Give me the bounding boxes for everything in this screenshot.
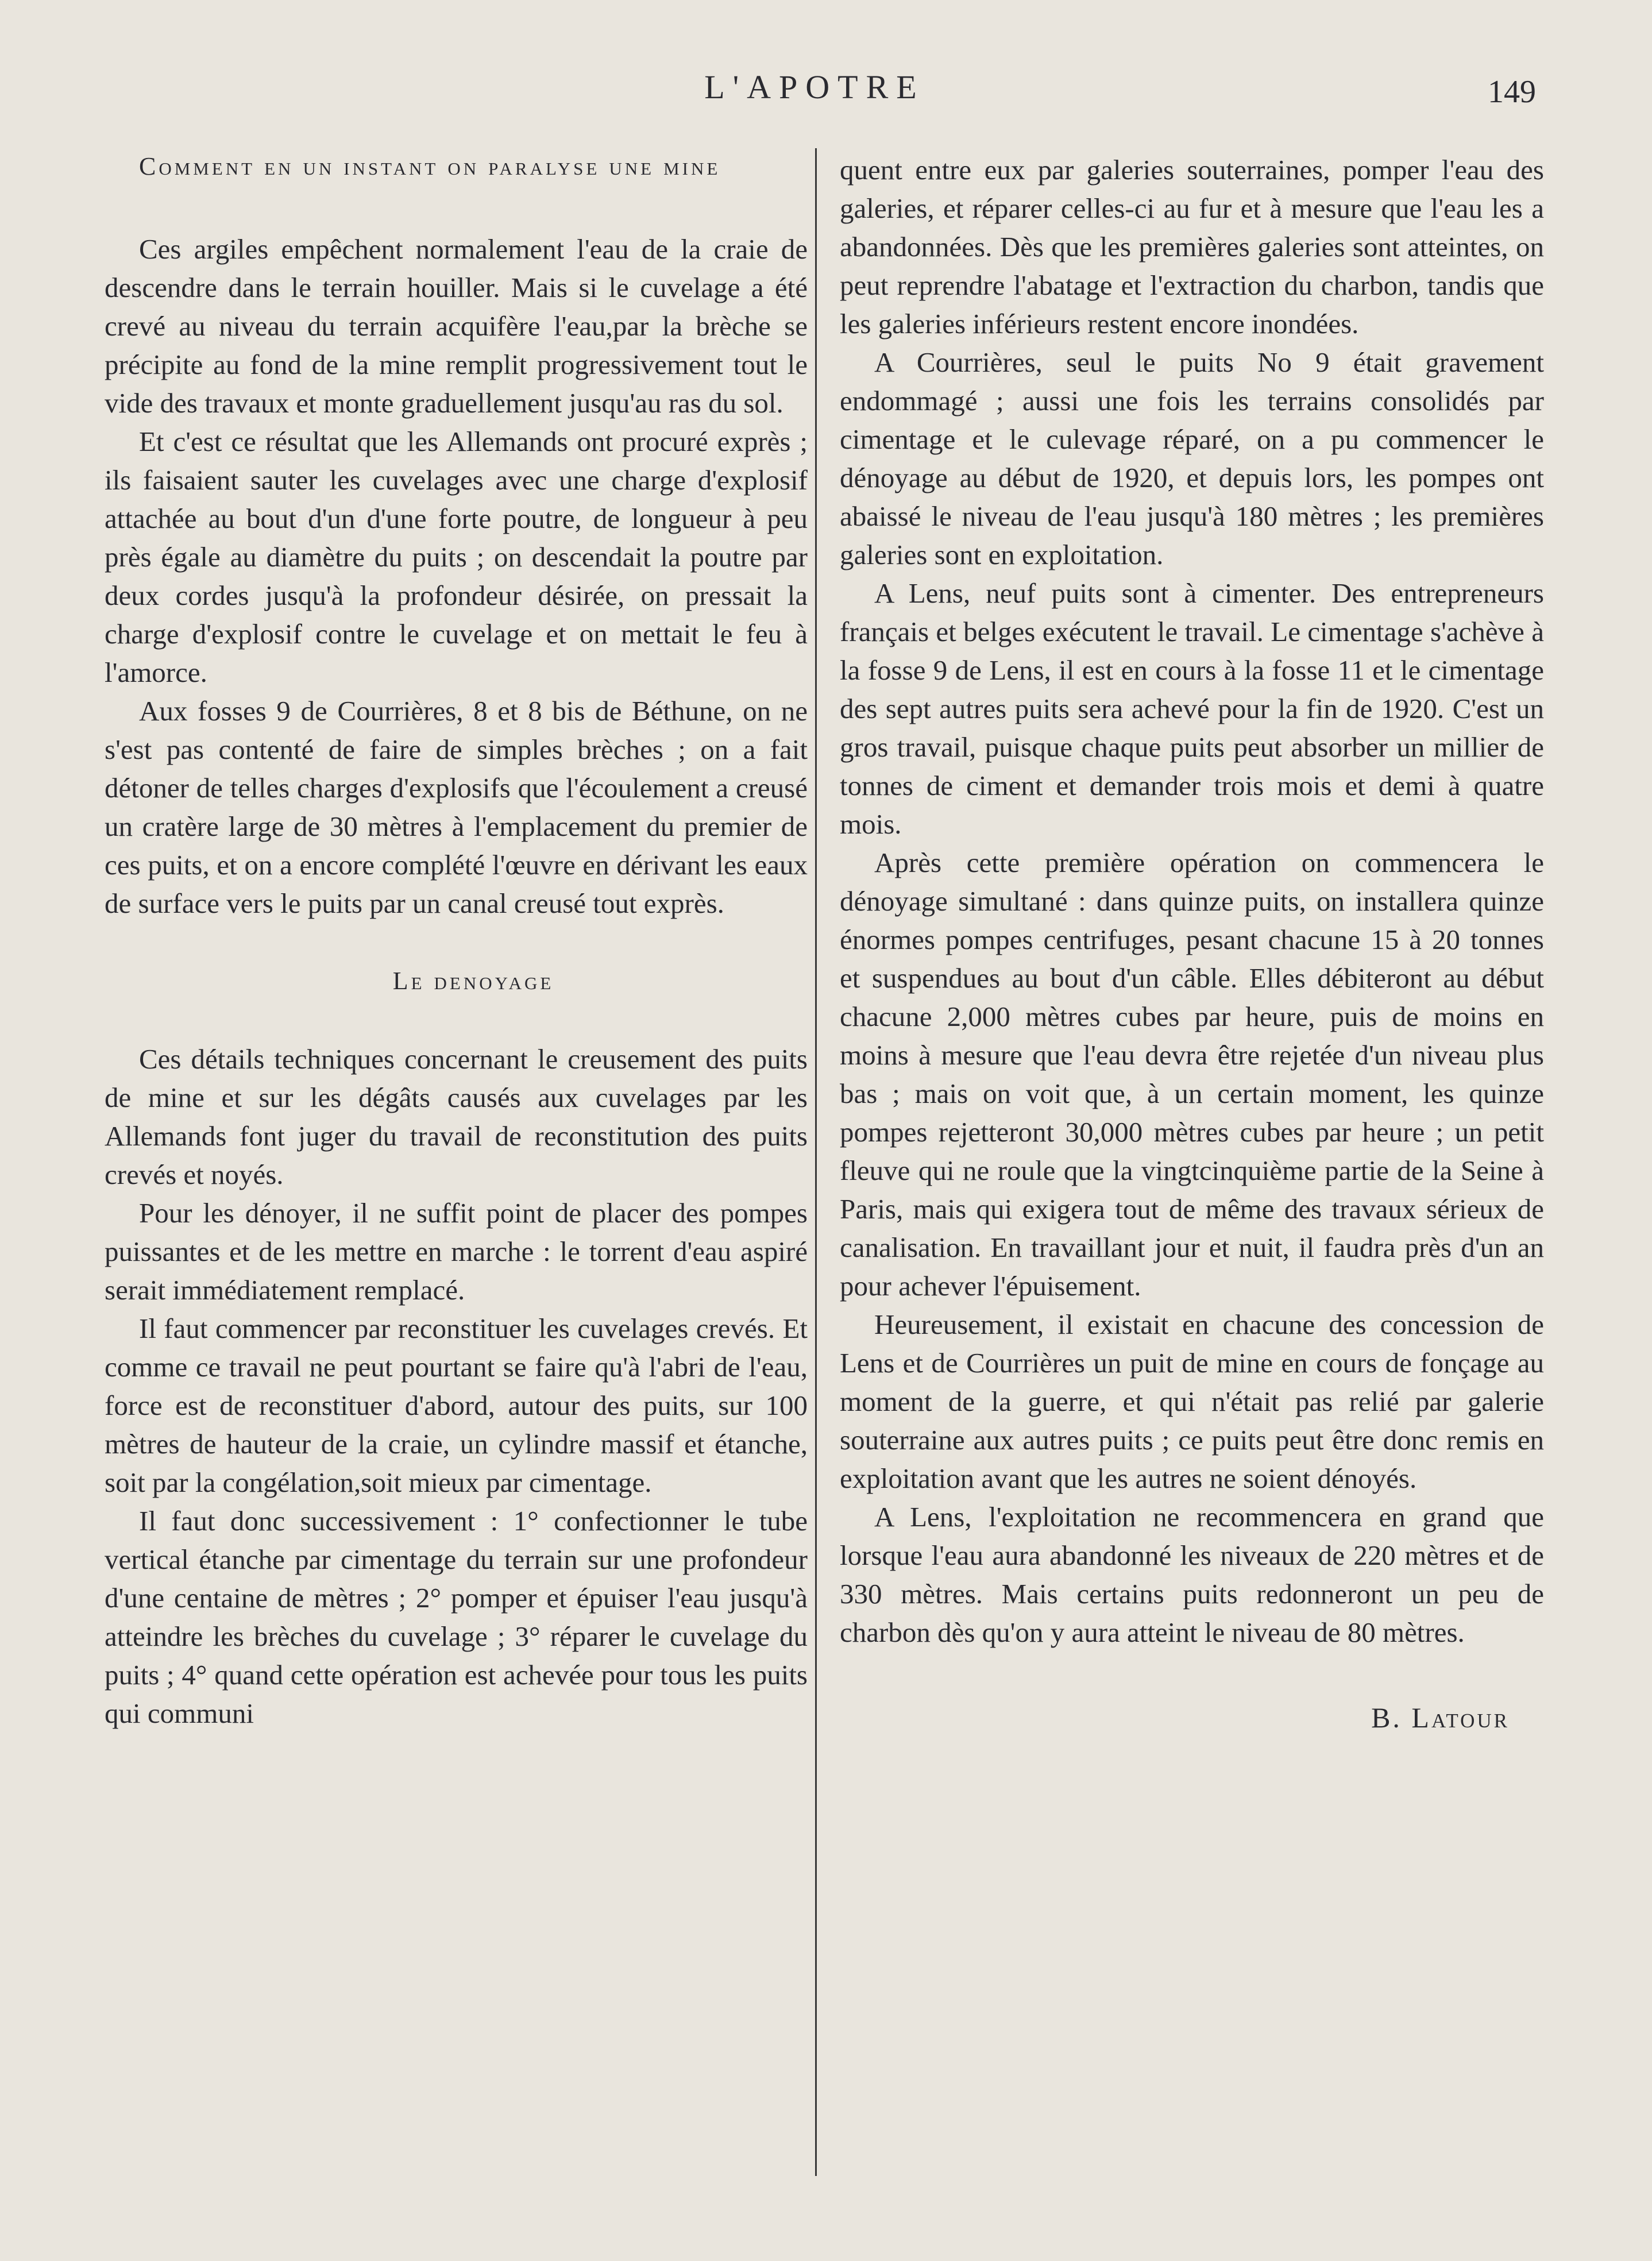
paragraph: Aux fosses 9 de Courrières, 8 et 8 bis de Béthune, on ne s'est pas contenté de faire de simples brèches ; on a fait détoner de telles charges d'explosifs que l'écoulement a creusé un cratère large de 30 mètres à l'emplacement du premier de ces puits, et on a encore complété l'œuvre en dérivant les eaux de surface vers le puits par un canal creusé tout exprès. [105,695,808,919]
paragraph: Et c'est ce résultat que les Allemands ont procuré exprès ; ils faisaient sauter les cuvelages avec une charge d'explosif attachée au bout d'un d'une forte poutre, de longueur à peu près égale au diamètre du puits ; on descendait la poutre par deux cordes jusqu'à la profondeur désirée, on pressait la charge d'explosif contre le cuvelage et on mettait le feu à l'amorce. [105,426,808,688]
paragraph: Après cette première opération on commencera le dénoyage simultané : dans quinze puits, on installera quinze énormes pompes centrifuges, pesant chacune 15 à 20 tonnes et suspendues au bout d'un câble. Elles débiteront au début chacune 2,000 mètres cubes par heure, puis de moins en moins à mesure que l'eau devra être rejetée d'un niveau plus bas ; mais on voit que, à un certain moment, les quinze pompes rejetteront 30,000 mètres cubes par heure ; un petit fleuve qui ne roule que la vingtcinquième partie de la Seine à Paris, mais qui exigera tout de même des travaux sérieux de canalisation. En travaillant jour et nuit, il faudra près d'un an pour achever l'épuisement. [840,847,1544,1302]
paragraph: Il faut commencer par reconstituer les cuvelages crevés. Et comme ce travail ne peut pourtant se faire qu'à l'abri de l'eau, force est de reconstituer d'abord, autour des puits, sur 100 mètres de hauteur de la craie, un cylindre massif et étanche, soit par la congélation,soit mieux par cimentage. [105,1313,808,1498]
running-title: L'APOTRE [704,68,925,106]
author-signature: B. Latour [1371,1701,1510,1734]
paragraph: Pour les dénoyer, il ne suffit point de placer des pompes puissantes et de les mettre en marche : le torrent d'eau aspiré serait immédiatement remplacé. [105,1197,808,1306]
paragraph: A Lens, l'exploitation ne recommencera en grand que lorsque l'eau aura abandonné les niveaux de 220 mètres et de 330 mètres. Mais certains puits redonneront un peu de charbon dès qu'on y aura atteint le niveau de 80 mètres. [840,1501,1544,1648]
left-column [105,148,808,1733]
paragraph: Ces détails techniques concernant le creusement des puits de mine et sur les dégâts causés aux cuvelages par les Allemands font juger du travail de reconstitution des puits crevés et noyés. [105,1043,808,1190]
section-heading-paralyse: Comment en un instant on paralyse une mine [139,152,721,180]
paragraph: quent entre eux par galeries souterraines, pomper l'eau des galeries, et réparer celles-ci au fur et à mesure que l'eau les a abandonnées. Dès que les premières galeries sont atteintes, on peut reprendre l'abatage et l'extraction du charbon, tandis que les galeries inférieurs restent encore inondées. [840,154,1544,339]
paragraph: A Lens, neuf puits sont à cimenter. Des entrepreneurs français et belges exécutent le travail. Le cimentage s'achève à la fosse 9 de Lens, il est en cours à la fosse 11 et le cimentage des sept autres puits sera achevé pour la fin de 1920. C'est un gros travail, puisque chaque puits peut absorber un millier de tonnes de ciment et demander trois mois et demi à quatre mois. [840,577,1544,840]
paragraph: Heureusement, il existait en chacune des concession de Lens et de Courrières un puit de mine en cours de fonçage au moment de la guerre, et qui n'était pas relié par galerie souterraine aux autres puits ; ce puits peut être donc remis en exploitation avant que les autres ne soient dénoyés. [840,1309,1544,1494]
paragraph: Il faut donc successivement : 1° confectionner le tube vertical étanche par cimentage du terrain sur une profondeur d'une centaine de mètres ; 2° pomper et épuiser l'eau jusqu'à atteindre les brèches du cuvelage ; 3° réparer le cuvelage du puits ; 4° quand cette opération est achevée pour tous les puits qui communi [105,1505,808,1729]
section-heading-denoyage: Le denoyage [392,967,554,995]
paragraph: Ces argiles empêchent normalement l'eau de la craie de descendre dans le terrain houiller. Mais si le cuvelage a été crevé au niveau du terrain acquifère l'eau,par la brèche se précipite au fond de la mine remplit progressivement tout le vide des travaux et monte graduellement jusqu'au ras du sol. [105,233,808,419]
paragraph: A Courrières, seul le puits No 9 était gravement endommagé ; aussi une fois les terrains consolidés par cimentage et le culevage réparé, on a pu commencer le dénoyage au début de 1920, et depuis lors, les pompes ont abaissé le niveau de l'eau jusqu'à 180 mètres ; les premières galeries sont en exploitation. [840,346,1544,570]
page-number: 149 [1488,74,1536,110]
right-column [840,151,1544,1737]
column-divider [815,148,817,2176]
